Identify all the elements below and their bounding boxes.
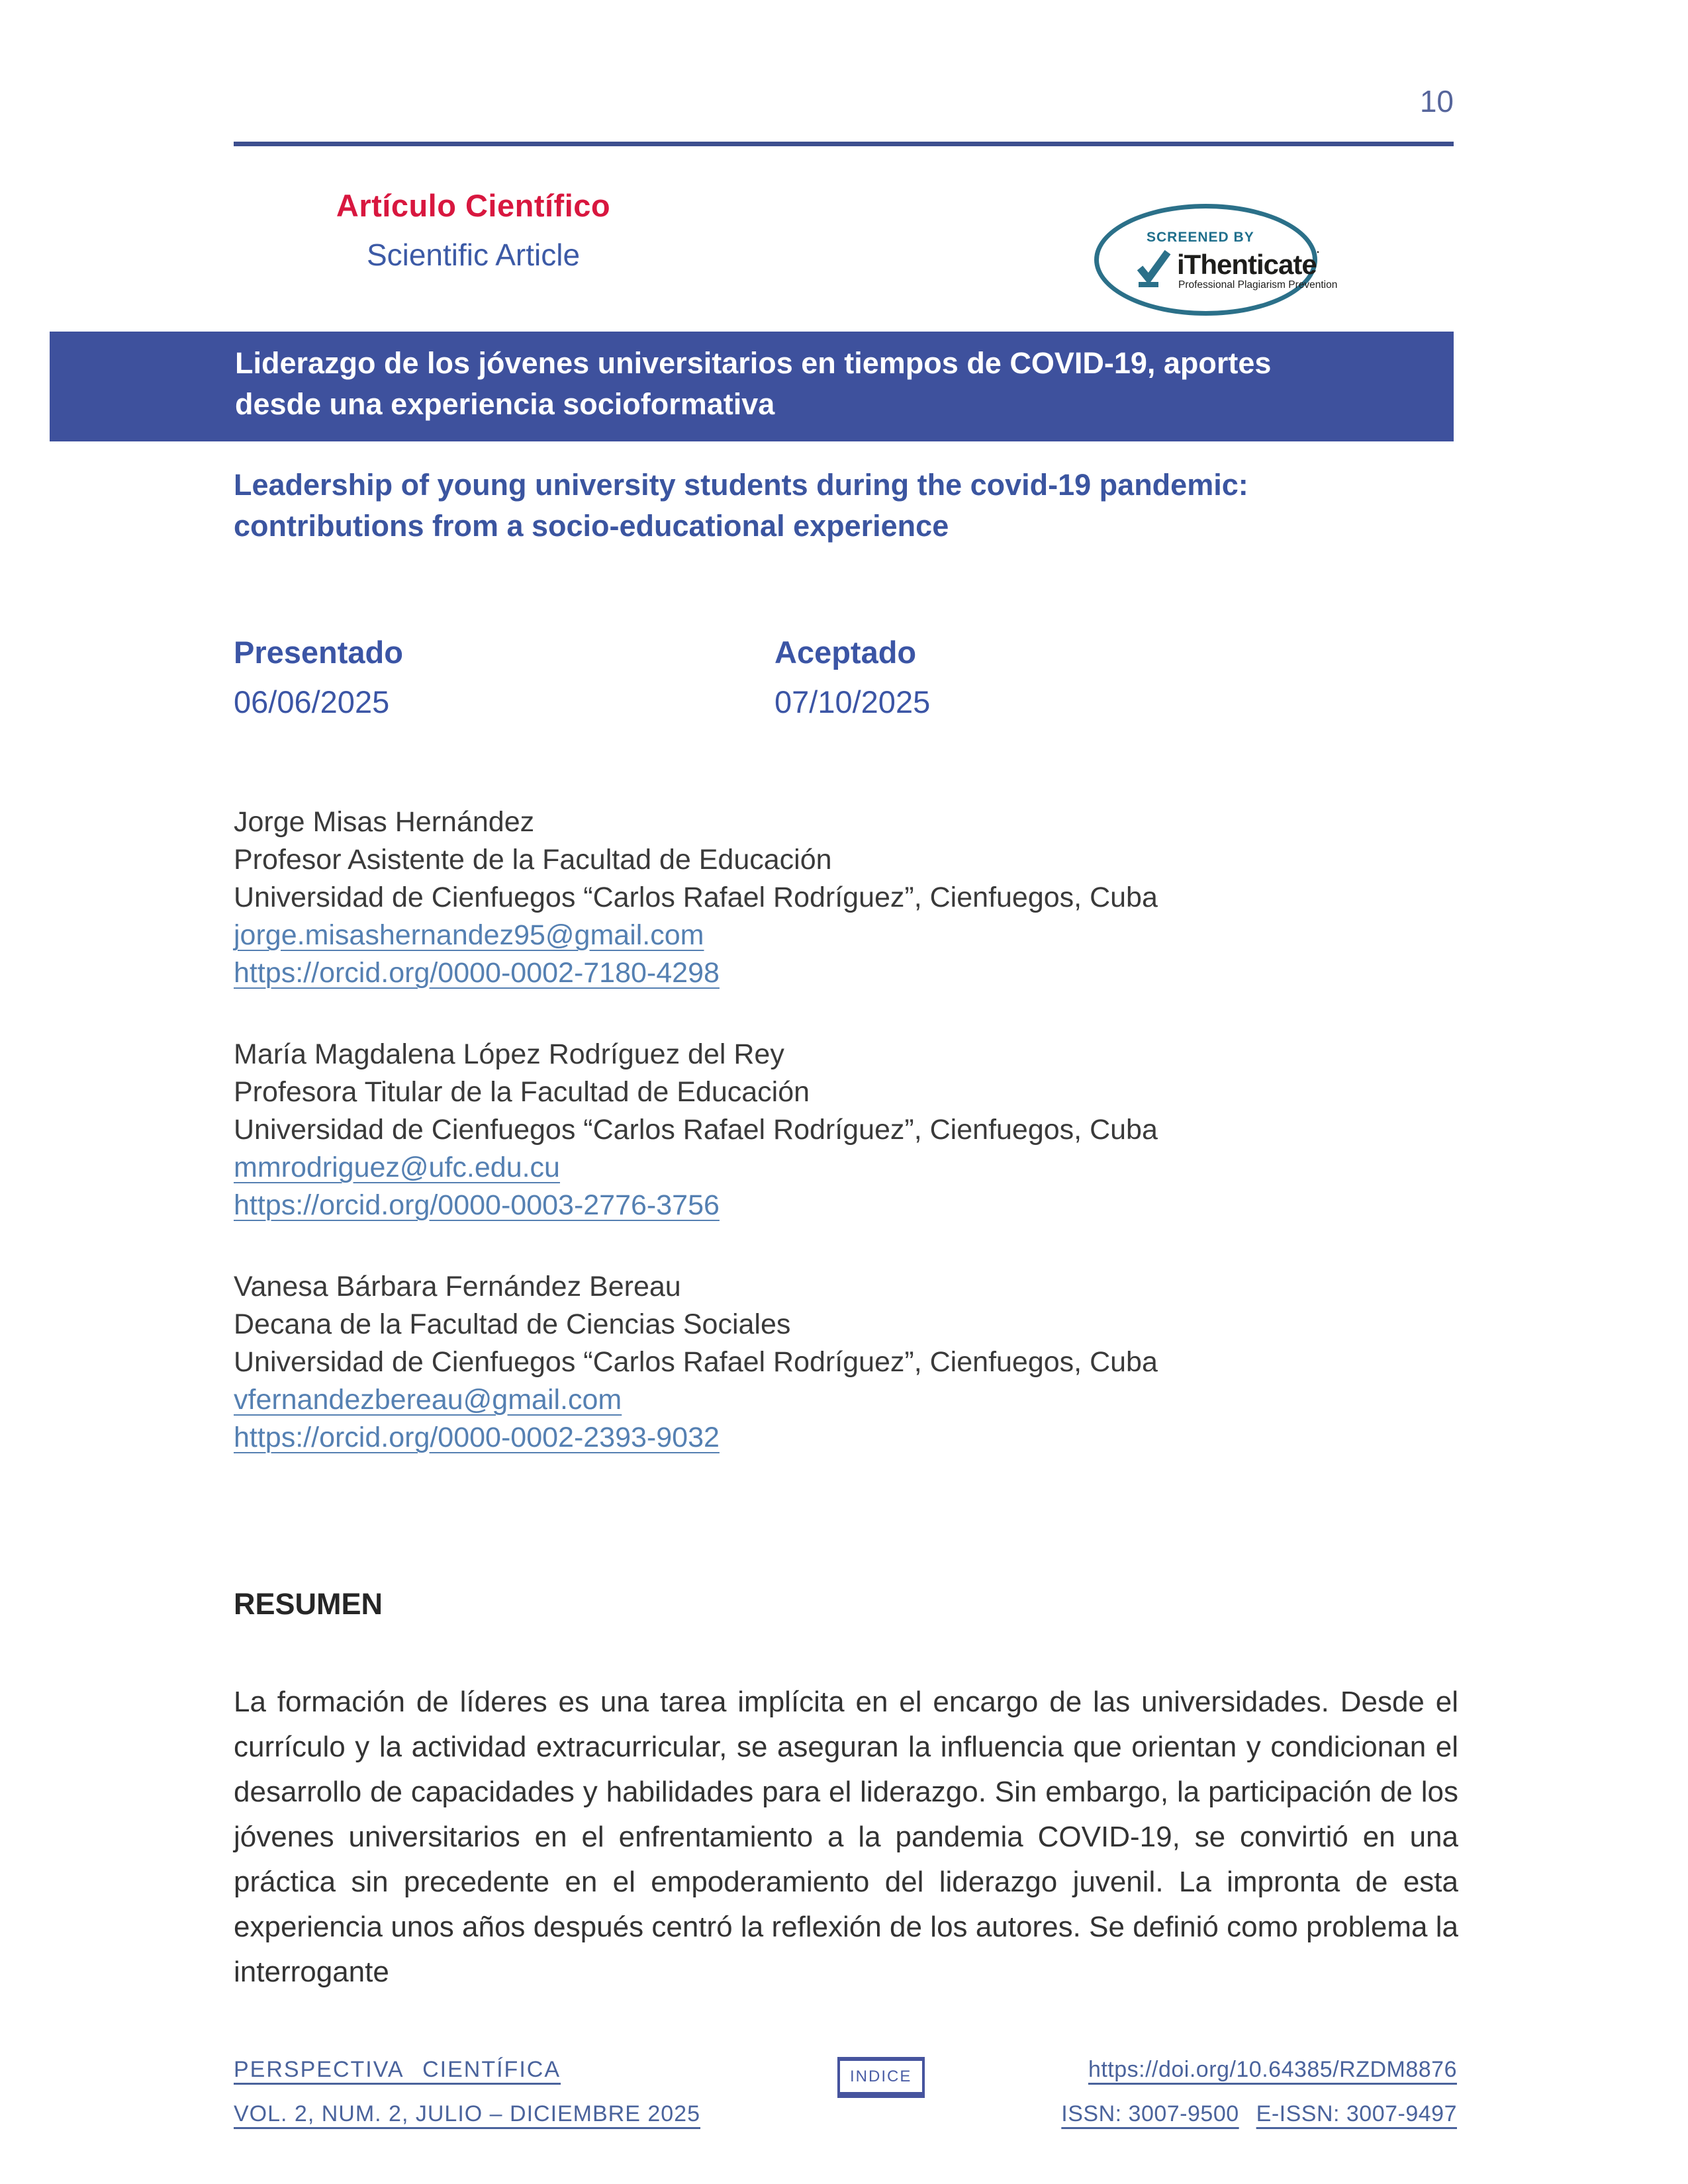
checkmark-icon: [1137, 250, 1172, 291]
page-footer: [234, 2057, 1457, 2127]
presented-label: Presentado: [234, 635, 403, 670]
article-type-english: Scientific Article: [366, 238, 581, 272]
eissn-link[interactable]: E-ISSN: 3007-9497: [1256, 2101, 1457, 2126]
ithenticate-logo-text: iThenticate·: [1177, 247, 1321, 280]
journal-name-link[interactable]: PERSPECTIVA CIENTÍFICA: [234, 2057, 561, 2082]
author-name: Jorge Misas Hernández: [234, 806, 535, 838]
accepted-date: 07/10/2025: [774, 684, 931, 719]
spanish-title-line1: Liderazgo de los jóvenes universitarios en tiempos de COVID-19, aportes: [235, 346, 1272, 380]
footer-ids-block: [1061, 2057, 1457, 2127]
issn-link[interactable]: ISSN: 3007-9500: [1061, 2101, 1239, 2126]
author-email-link[interactable]: vfernandezbereau@gmail.com: [234, 1384, 622, 1416]
author-name: Vanesa Bárbara Fernández Bereau: [234, 1271, 681, 1302]
presented-date: 06/06/2025: [234, 684, 390, 719]
submission-dates: [234, 634, 1315, 720]
author-name: María Magdalena López Rodríguez del Rey: [234, 1038, 784, 1070]
authors-section: [234, 803, 1457, 1500]
indice-button[interactable]: [837, 2057, 925, 2098]
indice-label: INDICE: [849, 2067, 912, 2085]
english-title-line1: Leadership of young university students during the covid-19 pandemic:: [234, 468, 1248, 502]
spanish-title-line2: desde una experiencia socioformativa: [235, 387, 775, 421]
presented-block: [234, 634, 774, 720]
author-role: Profesor Asistente de la Facultad de Educación: [234, 844, 832, 876]
page-number: 10: [1419, 84, 1454, 118]
accepted-label: Aceptado: [774, 635, 917, 670]
author-affiliation: Universidad de Cienfuegos “Carlos Rafael Rodríguez”, Cienfuegos, Cuba: [234, 882, 1158, 913]
ithenticate-tagline: Professional Plagiarism Prevention: [1178, 279, 1338, 291]
author-role: Decana de la Facultad de Ciencias Sociales: [234, 1308, 791, 1340]
author-block: [234, 1268, 1457, 1457]
header-rule: [234, 142, 1454, 146]
spanish-title-banner: [50, 332, 1454, 441]
english-title: [234, 465, 1248, 547]
author-email-link[interactable]: mmrodriguez@ufc.edu.cu: [234, 1152, 560, 1183]
author-orcid-link[interactable]: https://orcid.org/0000-0003-2776-3756: [234, 1189, 720, 1221]
author-orcid-link[interactable]: https://orcid.org/0000-0002-7180-4298: [234, 957, 720, 989]
screened-by-label: SCREENED BY: [1147, 230, 1254, 245]
author-affiliation: Universidad de Cienfuegos “Carlos Rafael Rodríguez”, Cienfuegos, Cuba: [234, 1114, 1158, 1146]
ithenticate-badge: [1094, 204, 1338, 316]
abstract-text: La formación de líderes es una tarea implícita en el encargo de las universidades. Desde el currículo y la actividad extracurricular, se aseguran la influencia que orientan y condicionan el desarrollo de capacidades y habilidades para el liderazgo. Sin embargo, la participación de los jóvenes universitarios en el enfrentamiento a la pandemia COVID-19, se convirtió en una práctica sin precedente en el empoderamiento del liderazgo juvenil. La impronta de esta experiencia unos años después centró la reflexión de los autores. Se definió como problema la interrogante: [234, 1686, 1458, 1988]
doi-link[interactable]: https://doi.org/10.64385/RZDM8876: [1088, 2057, 1457, 2082]
footer-journal-block: [234, 2057, 700, 2127]
author-block: [234, 803, 1457, 992]
accepted-block: [774, 634, 1315, 720]
english-title-line2: contributions from a socio-educational experience: [234, 509, 949, 543]
author-role: Profesora Titular de la Facultad de Educación: [234, 1076, 810, 1108]
author-email-link[interactable]: jorge.misashernandez95@gmail.com: [234, 919, 704, 951]
trademark-dot: ·: [1316, 247, 1321, 258]
author-block: [234, 1036, 1457, 1224]
author-orcid-link[interactable]: https://orcid.org/0000-0002-2393-9032: [234, 1422, 720, 1453]
journal-volume-link[interactable]: VOL. 2, NUM. 2, JULIO – DICIEMBRE 2025: [234, 2101, 701, 2126]
article-type-spanish: Artículo Científico: [336, 188, 611, 223]
author-affiliation: Universidad de Cienfuegos “Carlos Rafael Rodríguez”, Cienfuegos, Cuba: [234, 1346, 1158, 1378]
article-type-block: [235, 187, 712, 273]
abstract-heading: RESUMEN: [234, 1587, 383, 1621]
